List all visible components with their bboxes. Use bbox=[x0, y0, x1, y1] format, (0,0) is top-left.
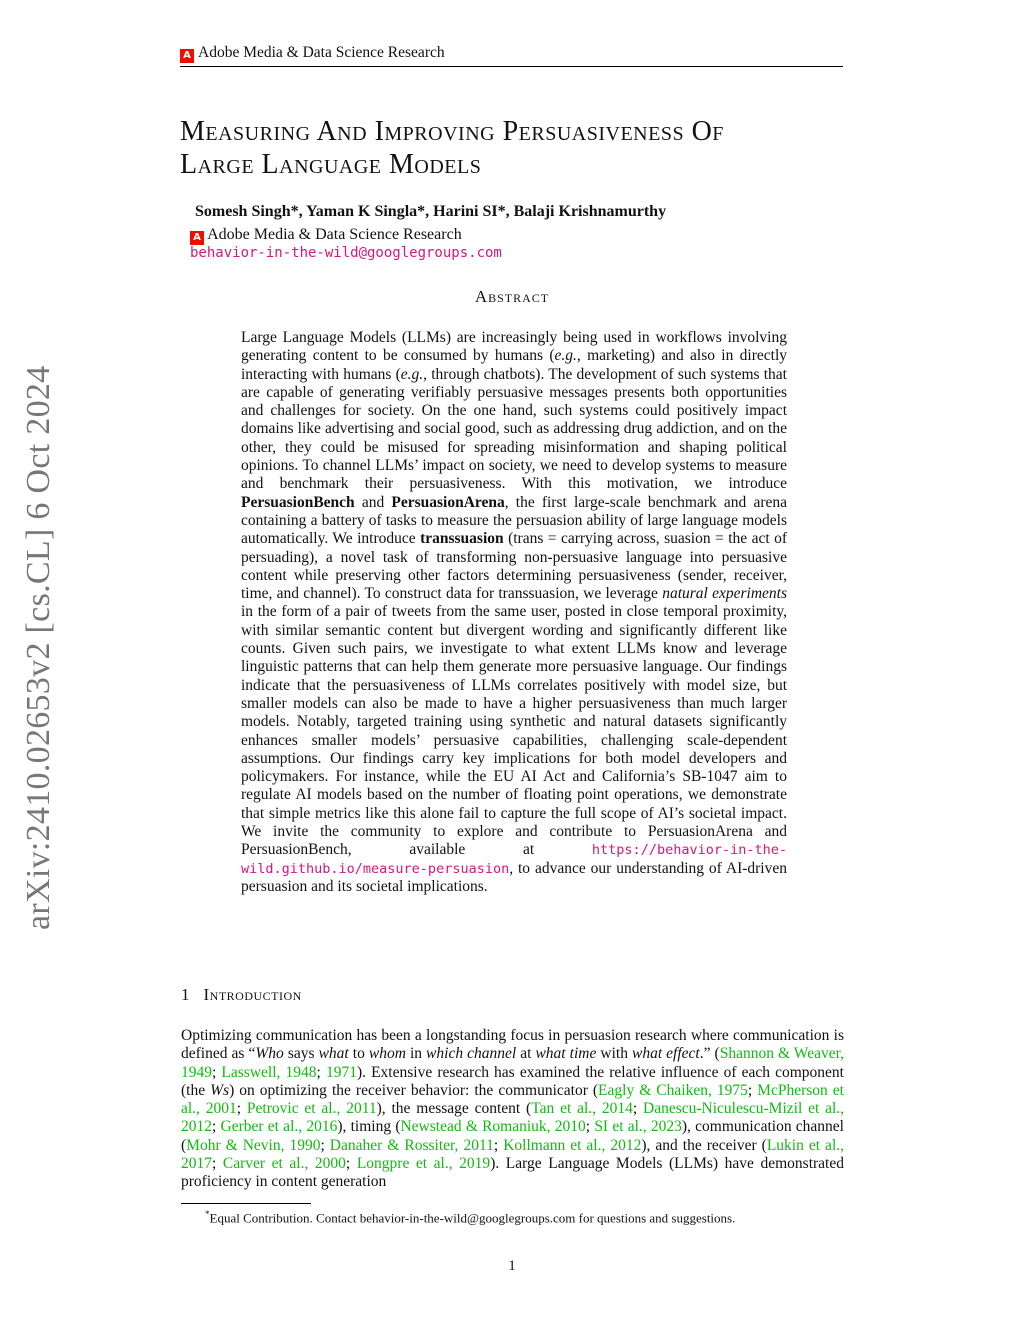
title-line-2: Large Language Models bbox=[180, 149, 482, 180]
arxiv-stamp: arXiv:2410.02653v2 [cs.CL] 6 Oct 2024 bbox=[20, 365, 57, 930]
footnote-rule bbox=[181, 1203, 311, 1204]
citation-link[interactable]: Carver et al., 2000 bbox=[222, 1155, 346, 1173]
citation-link[interactable]: Eagly & Chaiken, 1975 bbox=[598, 1081, 748, 1099]
title-line-1: Measuring And Improving Persuasiveness Of bbox=[180, 116, 724, 147]
header-org: Adobe Media & Data Science Research bbox=[198, 44, 445, 61]
adobe-logo-icon: A bbox=[180, 49, 194, 63]
footnote bbox=[205, 1209, 735, 1226]
abstract-body: Large Language Models (LLMs) are increasingly being used in workflows involving generating content to be consumed by humans (e.g., marketing) and also in directly interacting with humans (e.g., through chatbots). The development of such systems that are capable of generating verifiably persuasive messages presents both opportunities and challenges for society. On the one hand, such systems could positively impact domains like advertising and social good, such as addressing drug addiction, and on the other, they could be misused for spreading misinformation and shaping political opinions. To channel LLMs’ impact on society, we need to develop systems to measure and benchmark their persuasiveness. With this motivation, we introduce PersuasionBench and PersuasionArena, the first large-scale benchmark and arena containing a battery of tasks to measure the persuasion ability of large language models automatically. We introduce transsuasion (trans = carrying across, suasion = the act of persuading), a novel task of transforming non-persuasive language into persuasive content while preserving other factors determining persuasiveness (sender, receiver, time, and channel). To construct data for transsuasion, we leverage natural experiments in the form of a pair of tweets from the same user, posted in close temporal proximity, with similar semantic content but divergent wording and significantly different like counts. Given such pairs, we investigate to what extent LLMs know and leverage linguistic patterns that can help them generate more persuasive language. Our findings indicate that the persuasiveness of LLMs correlates positively with model size, but smaller models can also be made to have a higher persuasiveness than much larger models. Notably, targeted training using synthetic and natural datasets significantly enhances smaller models’ persuasive capabilities, challenging scale-dependent assumptions. Our findings carry key implications for both model developers and policymakers. For instance, while the EU AI Act and California’s SB-1047 aim to regulate AI models based on the number of floating point operations, we demonstrate that simple metrics like this alone fail to capture the full scope of AI’s societal impact. We invite the community to explore and contribute to PersuasionArena and PersuasionBench, available at https://behavior-in-the-wild.github.io/measure-persuasion, to advance our understanding of AI-driven persuasion and its societal implications. bbox=[241, 329, 787, 895]
citation-link[interactable]: Shannon & Weaver, 1949 bbox=[181, 1045, 845, 1081]
page-number: 1 bbox=[508, 1258, 516, 1274]
citation-link[interactable]: 1971 bbox=[325, 1063, 357, 1081]
adobe-logo-icon: A bbox=[190, 231, 204, 245]
paper-title bbox=[180, 115, 860, 181]
running-header bbox=[180, 44, 843, 67]
affiliation bbox=[190, 226, 462, 245]
citation-link[interactable]: Gerber et al., 2016 bbox=[220, 1118, 338, 1136]
citation-link[interactable]: McPherson et al., 2001 bbox=[181, 1081, 844, 1118]
intro-paragraph: Optimizing communication has been a longstanding focus in persuasion research where communication is defined as “Who says what to whom in which channel at what time with what effect.” (Shannon & Weaver, 1949; Lasswell, 1948; 1971). Extensive research has examined the relative influence of each component (the Ws) on optimizing the receiver behavior: the communicator (Eagly & Chaiken, 1975; McPherson et al., 2001; Petrovic et al., 2011), the message content (Tan et al., 2014; Danescu-Niculescu-Mizil et al., 2012; Gerber et al., 2016), timing (Newstead & Romaniuk, 2010; SI et al., 2023), communication channel (Mohr & Nevin, 1990; Danaher & Rossiter, 2011; Kollmann et al., 2012), and the receiver (Lukin et al., 2017; Carver et al., 2000; Longpre et al., 2019). Large Language Models (LLMs) have demonstrated proficiency in content generation bbox=[181, 1027, 845, 1191]
citation-link[interactable]: Petrovic et al., 2011 bbox=[246, 1100, 377, 1118]
citation-link[interactable]: Tan et al., 2014 bbox=[531, 1100, 633, 1118]
footnote-text: Equal Contribution. Contact behavior-in-the-wild@googlegroups.com for questions and suggestions. bbox=[209, 1210, 736, 1226]
citation-link[interactable]: Lukin et al., 2017 bbox=[181, 1136, 844, 1173]
citation-link[interactable]: Lasswell, 1948 bbox=[221, 1063, 317, 1081]
footnote-mark: * bbox=[205, 1209, 210, 1219]
citation-link[interactable]: Danescu-Niculescu-Mizil et al., 2012 bbox=[181, 1100, 845, 1136]
section-title: Introduction bbox=[203, 985, 302, 1004]
section-number: 1 bbox=[181, 985, 190, 1004]
citation-link[interactable]: Mohr & Nevin, 1990 bbox=[186, 1136, 321, 1154]
citation-link[interactable]: Newstead & Romaniuk, 2010 bbox=[400, 1118, 586, 1136]
abstract-heading: Abstract bbox=[474, 287, 550, 306]
section-heading bbox=[181, 985, 302, 1005]
project-url-link[interactable]: https://behavior-in-the-wild.github.io/measure-persuasion bbox=[241, 842, 787, 877]
citation-link[interactable]: Longpre et al., 2019 bbox=[356, 1155, 491, 1173]
author-list: Somesh Singh*, Yaman K Singla*, Harini SI*, Balaji Krishnamurthy bbox=[195, 203, 667, 220]
citation-link[interactable]: Danaher & Rossiter, 2011 bbox=[329, 1136, 494, 1154]
citation-link[interactable]: Kollmann et al., 2012 bbox=[503, 1136, 642, 1154]
contact-email[interactable]: behavior-in-the-wild@googlegroups.com bbox=[190, 245, 502, 261]
citation-link[interactable]: SI et al., 2023 bbox=[594, 1118, 682, 1136]
affiliation-text: Adobe Media & Data Science Research bbox=[207, 226, 462, 243]
